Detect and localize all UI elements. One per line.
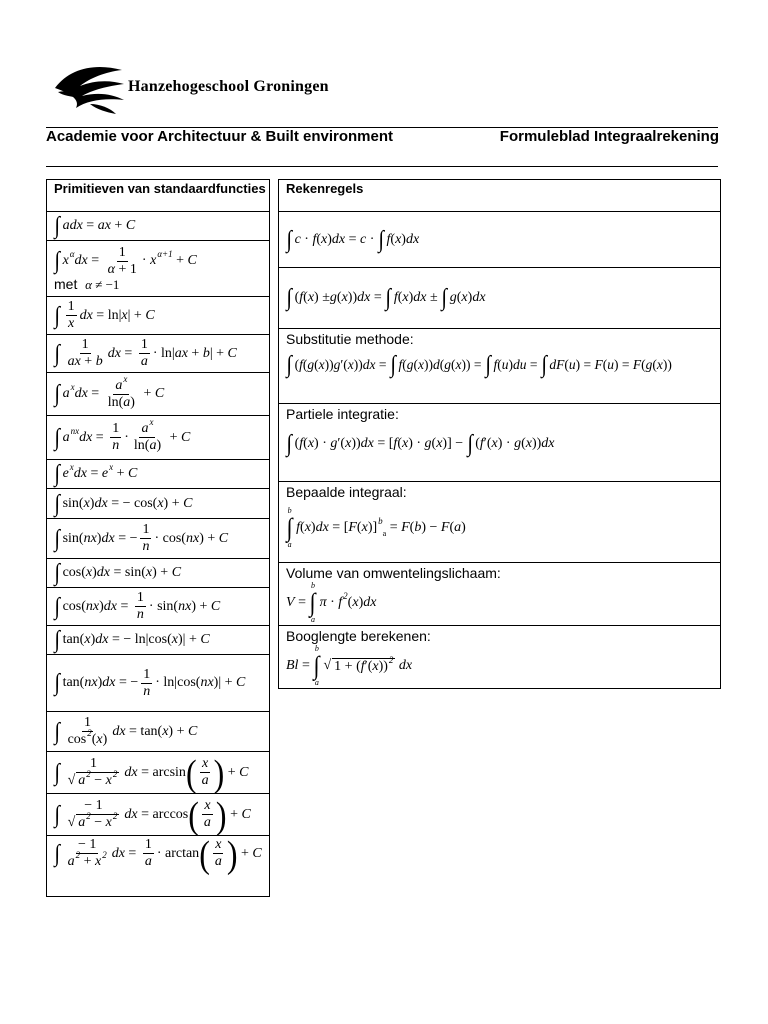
formula-row-exponential-e: ∫ e x dx = e x + C xyxy=(47,460,270,489)
formula-row-reciprocal: ∫ $\frac{1}{x}$ dx = ln| x | + C xyxy=(47,297,270,335)
rule-constant-factor: ∫ c · f ( x ) dx = c · ∫ f ( x ) dx xyxy=(279,212,721,268)
header-rule-bottom xyxy=(46,166,718,167)
rule-definite-integral: Bepaalde integraal: b ∫ a f ( x ) dx = [ F ( x )] b a = F ( b ) − F ( a ) xyxy=(279,482,721,563)
formula-row-cos: ∫ cos( x ) dx = sin( x ) + C xyxy=(47,559,270,588)
formula-row-constant: ∫ adx = ax + C xyxy=(47,212,270,241)
calculation-rules-table xyxy=(278,179,721,689)
rule-substitution: Substitutie methode: ∫ ( f ( g ( x )) g ′( x )) dx = ∫ f ( g ( x )) d ( g ( x )) = ∫ f ( u ) du = ∫ dF ( u ) = F ( u ) = F ( g ( x )) xyxy=(279,329,721,404)
rule-partial-integration: Partiele integratie: ∫ ( f ( x ) · g ′( x )) dx = [ f ( x ) · g ( x )] − ∫ ( f ′( x ) · g ( x )) dx xyxy=(279,404,721,482)
formula-row-linear-reciprocal: ∫ $\frac{1}{ax + b}$ dx = $\frac{1}{a}$ · ln| ax + b | + C xyxy=(47,335,270,373)
formula-row-cos-nx: ∫ cos( nx ) dx = $\frac{1}{n}$ · sin( nx ) + C xyxy=(47,588,270,626)
logo-emblem-icon xyxy=(50,58,130,118)
formula-row-power: ∫ x α dx = $\frac{1}{\alpha + 1}$ · x α+1 + C met α ≠ −1 xyxy=(47,241,270,297)
formula-row-arccos: ∫ $\frac{- 1}{√ a^2 - x^2}$ dx = arccos ( $\frac{x}{a}$ ) + C xyxy=(47,794,270,836)
left-table-heading: Primitieven van standaardfuncties xyxy=(47,180,270,212)
formula-row-arcsin: ∫ $\frac{1}{√ a^2 - x^2}$ dx = arcsin ( $\frac{x}{a}$ ) + C xyxy=(47,752,270,794)
arc-length-title: Booglengte berekenen: xyxy=(286,628,431,644)
rule-arc-length: Booglengte berekenen: Bl = b ∫ a √ $1 + (f'(x))^2$ dx xyxy=(279,626,721,689)
formula-row-sin: ∫ sin( x ) dx = − cos( x ) + C xyxy=(47,489,270,519)
definite-integral-title: Bepaalde integraal: xyxy=(286,484,407,500)
substitution-title: Substitutie methode: xyxy=(286,331,414,347)
formula-row-tan-nx: ∫ tan( nx ) dx = − $\frac{1}{n}$ · ln|cos( nx )| + C xyxy=(47,655,270,712)
formula-row-sec-squared: ∫ $\frac{1}{\cos^2(x)}$ dx = tan( x ) + C xyxy=(47,712,270,752)
formula-row-arctan: ∫ $\frac{- 1}{a^2 + x^2}$ dx = $\frac{1}{a}$ · arctan ( $\frac{x}{a}$ ) + C xyxy=(47,836,270,897)
formula-row-tan: ∫ tan( x ) dx = − ln|cos( x )| + C xyxy=(47,626,270,655)
rule-sum: ∫ ( f ( x ) ± g ( x )) dx = ∫ f ( x ) dx ± ∫ g ( x ) dx xyxy=(279,268,721,329)
volume-title: Volume van omwentelingslichaam: xyxy=(286,565,501,581)
document-title: Formuleblad Integraalrekening xyxy=(499,128,719,145)
standard-primitives-table xyxy=(46,179,270,897)
rule-volume-of-revolution: Volume van omwentelingslichaam: V = b ∫ a π · f 2 ( x ) dx xyxy=(279,563,721,626)
formula-row-exponential-anx: ∫ a nx dx = $\frac{1}{n}$ · $\frac{a^x}{\ln(a)}$ + C xyxy=(47,416,270,460)
formula-row-sin-nx: ∫ sin( nx ) dx = − $\frac{1}{n}$ · cos( nx ) + C xyxy=(47,519,270,559)
formula-row-exponential-a: ∫ a x dx = $\frac{a^x}{\ln(a)}$ + C xyxy=(47,373,270,416)
partial-integration-title: Partiele integratie: xyxy=(286,406,399,422)
condition-label: met xyxy=(54,275,78,292)
department-title: Academie voor Architectuur & Built environment xyxy=(46,128,394,145)
organization-name: Hanzehogeschool Groningen xyxy=(128,78,329,95)
right-table-heading: Rekenregels xyxy=(279,180,721,212)
logo xyxy=(50,58,340,118)
